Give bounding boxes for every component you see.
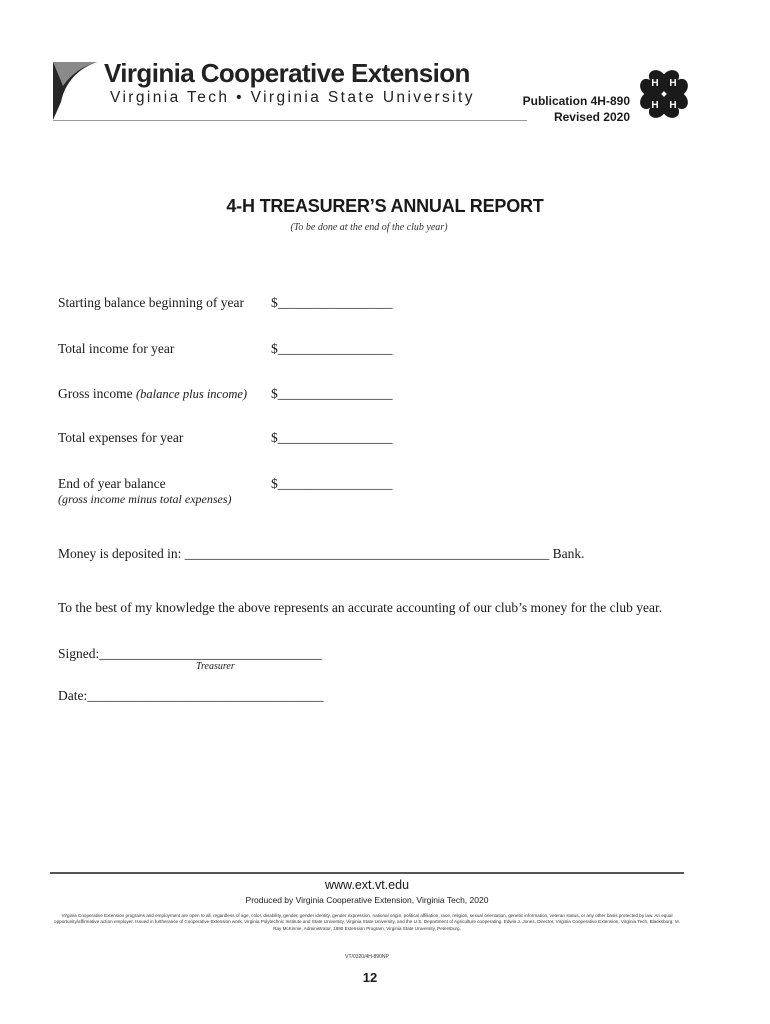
row-label-gross-income: Gross income (balance plus income) [58, 386, 248, 401]
footer-publication-code: VT/0320/4H-890NP [345, 954, 389, 960]
total-expenses-field[interactable]: $_________________ [271, 430, 393, 445]
date-field[interactable]: Date:___________________________________ [58, 688, 324, 703]
header-divider [53, 120, 527, 121]
publication-revised: Revised 2020 [553, 110, 630, 124]
end-balance-field[interactable]: $_________________ [271, 476, 393, 491]
deposit-bank-field[interactable]: Money is deposited in: ______________________________________________________ Bank. [58, 546, 585, 561]
4h-clover-icon [636, 66, 692, 122]
org-subtitle: Virginia Tech • Virginia State University [110, 89, 475, 106]
org-name: Virginia Cooperative Extension [104, 58, 470, 88]
clover-letter: H [651, 100, 659, 111]
footer-url-link[interactable]: www.ext.vt.edu [324, 878, 410, 892]
clover-letter: H [651, 78, 659, 89]
starting-balance-field[interactable]: $_________________ [271, 295, 393, 310]
signed-field[interactable]: Signed:_________________________________ [58, 646, 323, 661]
accuracy-statement: To the best of my knowledge the above represents an accurate accounting of our club’s money for the club year. [58, 600, 663, 615]
page-title: 4-H TREASURER’S ANNUAL REPORT [226, 196, 544, 216]
row-label-end-balance: End of year balance [58, 476, 166, 491]
signed-caption: Treasurer [196, 661, 235, 672]
row-label-total-expenses: Total expenses for year [58, 430, 184, 445]
page-number: 12 [362, 970, 378, 985]
page-subtitle: (To be done at the end of the club year) [290, 222, 448, 233]
clover-letter: H [669, 100, 677, 111]
footer-divider [50, 872, 684, 874]
footer-produced-by: Produced by Virginia Cooperative Extension, Virginia Tech, 2020 [245, 895, 489, 905]
row-label-total-income: Total income for year [58, 341, 175, 356]
clover-letter: H [669, 78, 677, 89]
vce-logo-mark [53, 62, 97, 120]
publication-number: Publication 4H-890 [522, 94, 630, 108]
gross-income-field[interactable]: $_________________ [271, 386, 393, 401]
end-balance-note: (gross income minus total expenses) [58, 492, 232, 506]
row-label-starting-balance: Starting balance beginning of year [58, 295, 244, 310]
total-income-field[interactable]: $_________________ [271, 341, 393, 356]
footer-legal-text: Virginia Cooperative Extension programs and employment are open to all, regardless of age, color, disability, gender, gender identity, gender expression, national origin, political affiliation, race, religion, sexual orientation, genetic information, veteran status, or any other basis protected by law. An equal opportunity/affirmative action employer. Issued in furtherance of Cooperative Extension work, Virginia Polytechnic Institute and State University, Virginia State University, and the U.S. Department of Agriculture cooperating. Edwin J. Jones, Director, Virginia Cooperative Extension, Virginia Tech, Blacksburg; M. Ray McKinnie, Administrator, 1890 Extension Program, Virginia State University, Petersburg. [54, 913, 680, 931]
